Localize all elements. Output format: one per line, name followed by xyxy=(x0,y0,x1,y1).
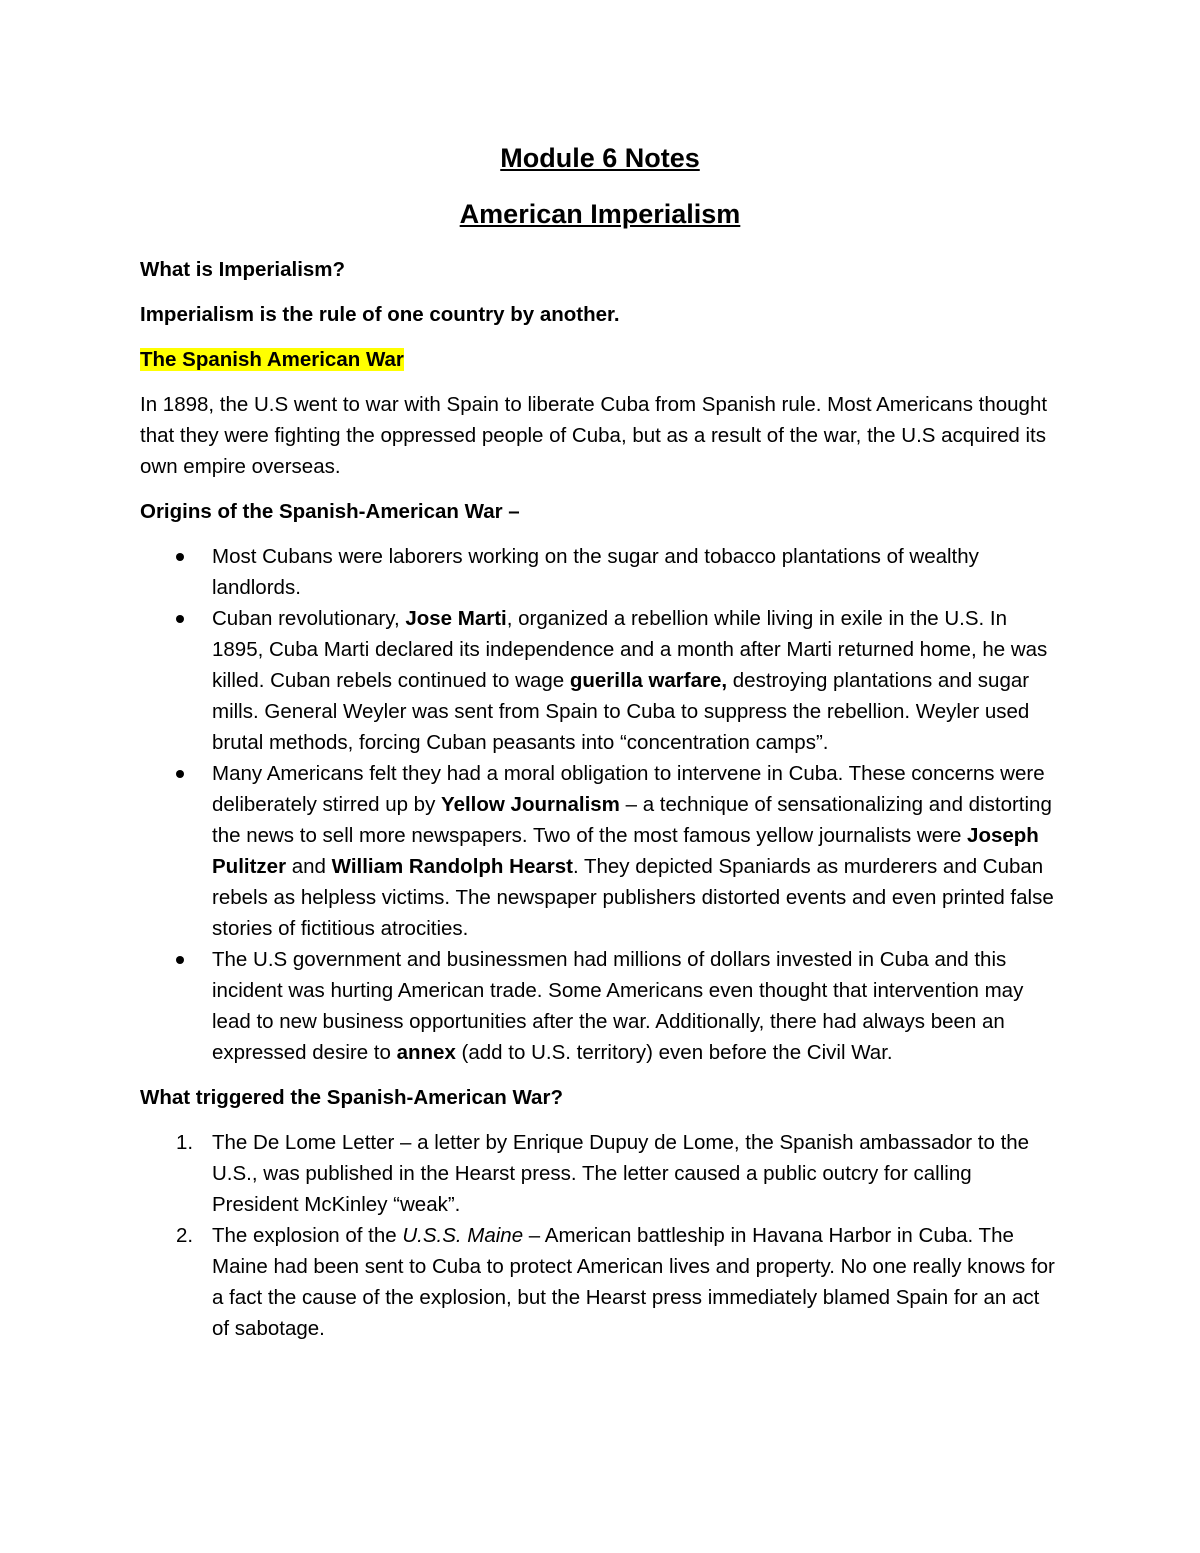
bullet-text: , organized a rebellion while living in exile in the U.S. In 1895, Cuba Marti declared its independence and a month after Marti returned home, he was killed. Cuban rebels continued to wage xyxy=(212,607,1048,692)
item-text: The De Lome Letter – a letter by Enrique Dupuy de Lome, the Spanish ambassador to the U.S., was published in the Hearst press. The letter caused a public outcry for calling President McKinley “weak”. xyxy=(212,1131,1030,1216)
bullet-text: Many Americans felt they had a moral obligation to intervene in Cuba. These concerns were deliberately stirred up by xyxy=(212,762,1045,816)
bold-term: Yellow Journalism xyxy=(441,793,620,816)
triggers-heading: What triggered the Spanish-American War? xyxy=(140,1086,563,1109)
bullet-text: (add to U.S. territory) even before the Civil War. xyxy=(455,1041,893,1064)
bullet-text: – a technique of sensationalizing and distorting the news to sell more newspapers. Two of the most famous yellow journalists were xyxy=(212,793,1052,847)
triggers-list xyxy=(140,1127,1060,1344)
bullet-text: and xyxy=(286,855,332,878)
bullet-text: Cuban revolutionary, xyxy=(212,607,406,630)
bullet-text: . They depicted Spaniards as murderers and Cuban rebels as helpless victims. The newspaper publishers distorted events and even printed false stories of fictitious atrocities. xyxy=(212,855,1054,940)
war-paragraph: In 1898, the U.S went to war with Spain to liberate Cuba from Spanish rule. Most Americans thought that they were fighting the oppressed people of Cuba, but as a result of the war, the U.S acquired its own empire overseas. xyxy=(140,393,1048,478)
bold-term: William Randolph Hearst xyxy=(331,855,573,878)
ship-name: U.S.S. Maine xyxy=(402,1224,524,1247)
list-item xyxy=(140,541,1060,603)
origins-list xyxy=(140,541,1060,1068)
item-text: – American battleship in Havana Harbor in Cuba. The Maine had been sent to Cuba to protect American lives and property. No one really knows for a fact the cause of the explosion, but the Hearst press immediately blamed Spain for an act of sabotage. xyxy=(212,1224,1055,1340)
bullet-icon xyxy=(176,956,184,964)
war-heading-line xyxy=(140,344,1060,375)
bullet-icon xyxy=(176,770,184,778)
bold-term: Joseph Pulitzer xyxy=(212,824,1039,878)
bullet-text: Most Cubans were laborers working on the sugar and tobacco plantations of wealthy landlords. xyxy=(212,545,979,599)
imperialism-question: What is Imperialism? xyxy=(140,258,346,281)
bold-term: guerilla warfare, xyxy=(569,669,728,692)
bold-term: annex xyxy=(396,1041,456,1064)
item-text: The explosion of the xyxy=(212,1224,403,1247)
item-number: 2. xyxy=(176,1224,194,1247)
bullet-text: The U.S government and businessmen had millions of dollars invested in Cuba and this incident was hurting American trade. Some Americans even thought that intervention may lead to new business opportunities after the war. Additionally, there had always been an expressed desire to xyxy=(212,948,1024,1064)
document-subtitle: American Imperialism xyxy=(459,199,741,229)
item-number: 1. xyxy=(176,1131,194,1154)
list-item xyxy=(140,1220,1060,1344)
list-item xyxy=(140,758,1060,944)
bullet-icon xyxy=(176,615,184,623)
list-item xyxy=(140,1127,1060,1220)
bullet-text: destroying plantations and sugar mills. General Weyler was sent from Spain to Cuba to suppress the rebellion. Weyler used brutal methods, forcing Cuban peasants into “concentration camps”. xyxy=(212,669,1030,754)
war-heading-highlight: The Spanish American War xyxy=(140,348,404,371)
imperialism-definition: Imperialism is the rule of one country by another. xyxy=(140,303,620,326)
bold-term: Jose Marti xyxy=(405,607,507,630)
list-item xyxy=(140,603,1060,758)
list-item xyxy=(140,944,1060,1068)
document-title: Module 6 Notes xyxy=(500,143,700,173)
bullet-icon xyxy=(176,553,184,561)
origins-heading: Origins of the Spanish-American War – xyxy=(140,500,520,523)
